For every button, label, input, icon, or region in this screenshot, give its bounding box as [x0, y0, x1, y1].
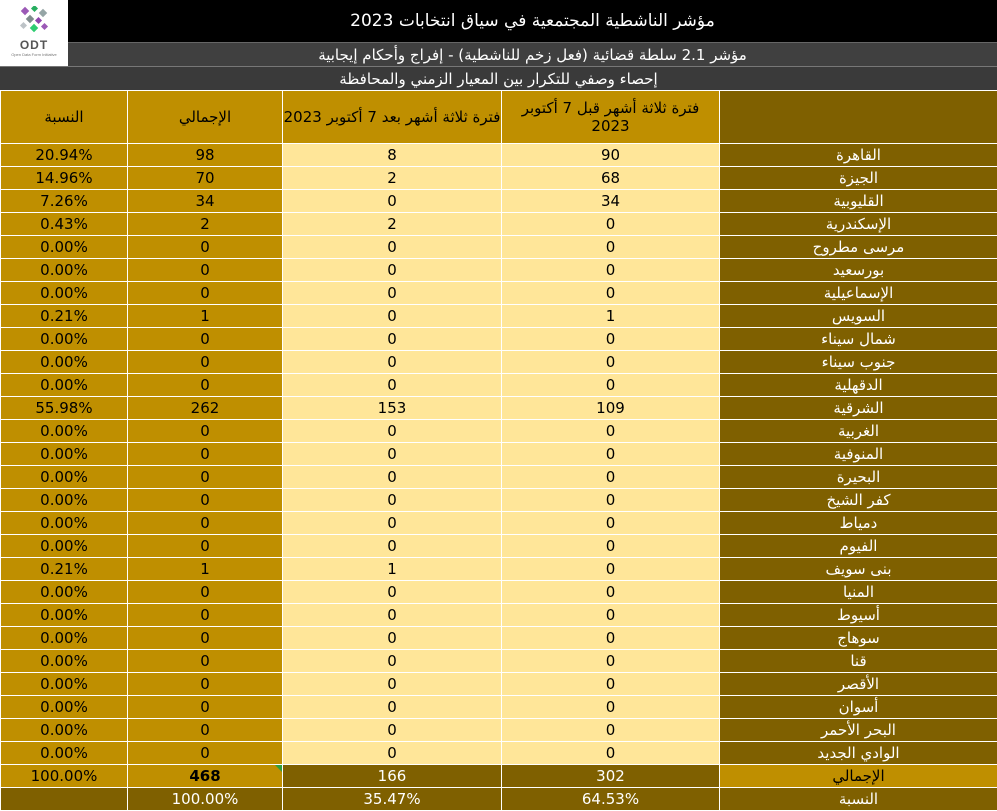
after-cell: 0 [283, 282, 502, 305]
total-cell: 0 [128, 282, 283, 305]
after-cell: 0 [283, 489, 502, 512]
pct-cell: 0.00% [1, 650, 128, 673]
governorate-cell: بورسعيد [720, 259, 997, 282]
total-cell: 0 [128, 581, 283, 604]
table-row [1, 650, 997, 673]
governorate-cell: الجيزة [720, 167, 997, 190]
governorate-cell: أسيوط [720, 604, 997, 627]
total-total-value: 468 [189, 767, 220, 785]
governorate-cell: سوهاج [720, 627, 997, 650]
after-cell: 0 [283, 696, 502, 719]
governorate-cell: البحر الأحمر [720, 719, 997, 742]
pct-blank-cell [1, 788, 128, 811]
total-cell: 98 [128, 144, 283, 167]
pct-cell: 0.00% [1, 512, 128, 535]
governorate-cell: السويس [720, 305, 997, 328]
total-cell: 0 [128, 673, 283, 696]
after-cell: 0 [283, 374, 502, 397]
table-row [1, 443, 997, 466]
table-row [1, 489, 997, 512]
table-row [1, 535, 997, 558]
before-cell: 0 [502, 604, 720, 627]
logo-subtitle: Open Data Form Initiative [0, 52, 68, 57]
total-row [1, 765, 997, 788]
table-row [1, 627, 997, 650]
total-label-cell: الإجمالي [720, 765, 997, 788]
before-cell: 0 [502, 581, 720, 604]
before-cell: 0 [502, 558, 720, 581]
total-cell: 0 [128, 696, 283, 719]
table-row [1, 190, 997, 213]
before-cell: 1 [502, 305, 720, 328]
pct-cell: 14.96% [1, 167, 128, 190]
pct-before-cell: 64.53% [502, 788, 720, 811]
total-total-cell [128, 765, 283, 788]
pct-cell: 0.21% [1, 558, 128, 581]
before-cell: 0 [502, 719, 720, 742]
pct-label-cell: النسبة [720, 788, 997, 811]
odt-logo [0, 0, 69, 66]
total-cell: 0 [128, 535, 283, 558]
pct-cell: 0.00% [1, 581, 128, 604]
total-cell: 0 [128, 420, 283, 443]
governorate-cell: القاهرة [720, 144, 997, 167]
before-cell: 90 [502, 144, 720, 167]
after-cell: 0 [283, 535, 502, 558]
pct-total-cell: 100.00% [128, 788, 283, 811]
pct-cell: 0.00% [1, 535, 128, 558]
header-total: الإجمالي [128, 91, 283, 144]
governorate-cell: أسوان [720, 696, 997, 719]
governorate-cell: الدقهلية [720, 374, 997, 397]
before-cell: 0 [502, 259, 720, 282]
before-cell: 109 [502, 397, 720, 420]
total-cell: 262 [128, 397, 283, 420]
pct-cell: 0.00% [1, 742, 128, 765]
after-cell: 1 [283, 558, 502, 581]
before-cell: 0 [502, 420, 720, 443]
before-cell: 0 [502, 443, 720, 466]
total-cell: 0 [128, 742, 283, 765]
pct-cell: 0.00% [1, 696, 128, 719]
total-cell: 0 [128, 604, 283, 627]
table-row [1, 581, 997, 604]
table-row [1, 673, 997, 696]
governorate-cell: المنوفية [720, 443, 997, 466]
table-row [1, 397, 997, 420]
after-cell: 0 [283, 351, 502, 374]
table-row [1, 305, 997, 328]
before-cell: 0 [502, 236, 720, 259]
before-cell: 0 [502, 650, 720, 673]
total-cell: 0 [128, 328, 283, 351]
after-cell: 0 [283, 466, 502, 489]
before-cell: 34 [502, 190, 720, 213]
governorate-cell: كفر الشيخ [720, 489, 997, 512]
total-cell: 0 [128, 351, 283, 374]
governorate-cell: الشرقية [720, 397, 997, 420]
pct-cell: 0.00% [1, 604, 128, 627]
after-cell: 2 [283, 213, 502, 236]
after-cell: 0 [283, 236, 502, 259]
after-cell: 0 [283, 673, 502, 696]
table-row [1, 282, 997, 305]
pct-cell: 0.00% [1, 627, 128, 650]
table-row [1, 351, 997, 374]
pct-cell: 20.94% [1, 144, 128, 167]
pct-cell: 55.98% [1, 397, 128, 420]
total-cell: 0 [128, 259, 283, 282]
governorate-cell: الوادي الجديد [720, 742, 997, 765]
before-cell: 0 [502, 374, 720, 397]
total-after-cell: 166 [283, 765, 502, 788]
after-cell: 0 [283, 650, 502, 673]
after-cell: 0 [283, 719, 502, 742]
table-row [1, 374, 997, 397]
total-cell: 0 [128, 236, 283, 259]
report-title: مؤشر الناشطية المجتمعية في سياق انتخابات 2023 [68, 0, 997, 42]
before-cell: 0 [502, 742, 720, 765]
table-row [1, 604, 997, 627]
header-before: فترة ثلاثة أشهر قبل 7 أكتوبر 2023 [502, 91, 720, 144]
total-cell: 0 [128, 466, 283, 489]
total-cell: 0 [128, 489, 283, 512]
table-row [1, 558, 997, 581]
total-cell: 0 [128, 719, 283, 742]
table-row [1, 512, 997, 535]
before-cell: 0 [502, 328, 720, 351]
pct-cell: 0.00% [1, 328, 128, 351]
before-cell: 0 [502, 282, 720, 305]
governorate-cell: الإسماعيلية [720, 282, 997, 305]
pct-cell: 0.43% [1, 213, 128, 236]
total-cell: 0 [128, 650, 283, 673]
after-cell: 2 [283, 167, 502, 190]
after-cell: 8 [283, 144, 502, 167]
after-cell: 0 [283, 512, 502, 535]
table-row [1, 144, 997, 167]
governorate-cell: الفيوم [720, 535, 997, 558]
pct-cell: 0.00% [1, 282, 128, 305]
pct-cell: 0.00% [1, 673, 128, 696]
governorate-cell: القليوبية [720, 190, 997, 213]
total-cell: 70 [128, 167, 283, 190]
before-cell: 0 [502, 489, 720, 512]
governorate-cell: قنا [720, 650, 997, 673]
stats-subtitle: إحصاء وصفي للتكرار بين المعيار الزمني والمحافظة [0, 66, 997, 91]
after-cell: 0 [283, 604, 502, 627]
after-cell: 0 [283, 742, 502, 765]
before-cell: 0 [502, 696, 720, 719]
header-after: فترة ثلاثة أشهر بعد 7 أكتوبر 2023 [283, 91, 502, 144]
governorate-table [0, 90, 997, 811]
table-row [1, 236, 997, 259]
before-cell: 0 [502, 673, 720, 696]
after-cell: 0 [283, 581, 502, 604]
total-cell: 34 [128, 190, 283, 213]
pct-cell: 0.00% [1, 489, 128, 512]
table-row [1, 742, 997, 765]
pct-cell: 0.00% [1, 466, 128, 489]
cell-note-indicator-icon [275, 765, 282, 772]
table-row [1, 213, 997, 236]
before-cell: 0 [502, 466, 720, 489]
governorate-cell: بنى سويف [720, 558, 997, 581]
logo-text: ODT [0, 38, 68, 52]
total-pct-cell: 100.00% [1, 765, 128, 788]
pct-cell: 0.00% [1, 443, 128, 466]
table-row [1, 420, 997, 443]
pct-cell: 0.00% [1, 719, 128, 742]
pct-cell: 0.00% [1, 351, 128, 374]
before-cell: 0 [502, 351, 720, 374]
after-cell: 0 [283, 328, 502, 351]
header-row [1, 91, 997, 144]
pct-cell: 0.00% [1, 259, 128, 282]
header-governorate [720, 91, 997, 144]
governorate-cell: مرسى مطروح [720, 236, 997, 259]
governorate-cell: البحيرة [720, 466, 997, 489]
pct-cell: 0.21% [1, 305, 128, 328]
percentage-row [1, 788, 997, 811]
total-cell: 0 [128, 512, 283, 535]
table-row [1, 696, 997, 719]
pct-cell: 0.00% [1, 236, 128, 259]
odt-logo-mark-icon [18, 6, 50, 34]
before-cell: 0 [502, 512, 720, 535]
total-cell: 1 [128, 558, 283, 581]
table-row [1, 259, 997, 282]
total-cell: 1 [128, 305, 283, 328]
governorate-cell: الإسكندرية [720, 213, 997, 236]
pct-cell: 7.26% [1, 190, 128, 213]
table-row [1, 466, 997, 489]
governorate-cell: الأقصر [720, 673, 997, 696]
pct-after-cell: 35.47% [283, 788, 502, 811]
before-cell: 0 [502, 535, 720, 558]
total-cell: 0 [128, 627, 283, 650]
governorate-cell: المنيا [720, 581, 997, 604]
governorate-cell: الغربية [720, 420, 997, 443]
pct-cell: 0.00% [1, 374, 128, 397]
total-cell: 0 [128, 443, 283, 466]
after-cell: 0 [283, 259, 502, 282]
after-cell: 0 [283, 420, 502, 443]
after-cell: 0 [283, 627, 502, 650]
pct-cell: 0.00% [1, 420, 128, 443]
header-pct: النسبة [1, 91, 128, 144]
table-row [1, 719, 997, 742]
before-cell: 68 [502, 167, 720, 190]
after-cell: 153 [283, 397, 502, 420]
total-before-cell: 302 [502, 765, 720, 788]
before-cell: 0 [502, 627, 720, 650]
governorate-cell: جنوب سيناء [720, 351, 997, 374]
before-cell: 0 [502, 213, 720, 236]
after-cell: 0 [283, 305, 502, 328]
table-row [1, 167, 997, 190]
governorate-cell: دمياط [720, 512, 997, 535]
after-cell: 0 [283, 190, 502, 213]
total-cell: 0 [128, 374, 283, 397]
governorate-cell: شمال سيناء [720, 328, 997, 351]
table-row [1, 328, 997, 351]
indicator-title: مؤشر 2.1 سلطة قضائية (فعل زخم للناشطية) - إفراج وأحكام إيجابية [68, 42, 997, 67]
total-cell: 2 [128, 213, 283, 236]
after-cell: 0 [283, 443, 502, 466]
